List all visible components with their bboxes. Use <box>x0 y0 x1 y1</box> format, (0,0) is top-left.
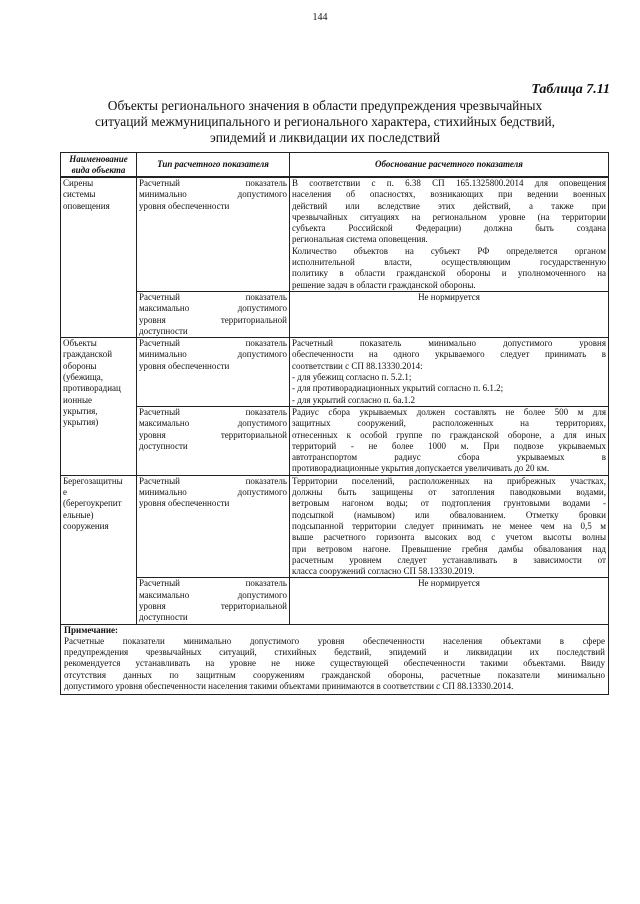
table-title-line: эпидемий и ликвидации их последствий <box>209 130 440 145</box>
list-item: - для укрытий согласно п. 6а.1.2 <box>292 394 416 405</box>
note-title: Примечание: <box>64 624 119 635</box>
note-cell: Примечание: Расчетные показатели минимально допустимого уровня обеспеченности населения объектами в сфере предупреждения чрезвычайных ситуаций, стихийных бедствий, эпидемий и ликвидации их последствий рекомендуется устанавливать на уровне не ниже существующей обеспеченности такими объектами. Ввиду отсутствия данных по защитным сооружениям гражданской обороны, расчетные показатели минимально допустимого уровня обеспеченности населения такими объектами принимаются в соответствии с СП 88.13330.2014. <box>61 624 609 695</box>
table-row-sirens-access <box>61 291 609 337</box>
table-row-shore-protection <box>61 475 609 578</box>
object-cell-civil-defense: Объекты гражданской обороны (убежища, противорадиац ионные укрытия, укрытия) <box>61 338 137 476</box>
table-row-civil-defense-access <box>61 406 609 475</box>
table-title-line: ситуаций межмуниципального и регионального характера, стихийных бедствий, <box>94 114 556 129</box>
list-item: - для убежищ согласно п. 5.2.1; <box>292 372 412 383</box>
justification-cell-radius: Радиус сбора укрываемых должен составлять не более 500 м для защитных сооружений, расположенных на территориях, отнесенных к особой группе по гражданской обороне, а для иных территорий - не более 1000 м. При подвозе укрываемых автотранспортом радиус сбора укрываемых в противорадиационные укрытия допускается увеличивать до 20 км. <box>290 406 609 475</box>
page-number: 144 <box>312 12 328 23</box>
justification-cell-not-regulated: Не нормируется <box>290 291 609 337</box>
indicator-cell-provision: Расчетный показатель минимально допустимого уровня обеспеченности <box>137 338 290 407</box>
indicator-cell-provision: Расчетный показатель минимально допустимого уровня обеспеченности <box>137 177 290 291</box>
indicator-cell-accessibility: Расчетный показатель максимально допустимого уровня территориальной доступности <box>137 291 290 337</box>
table-row-civil-defense <box>61 338 609 407</box>
justification-cell-sirens: В соответствии с п. 6.38 СП 165.1325800.2014 для оповещения населения об опасностях, возникающих при ведении военных действий или вследствие этих действий, а также при чрезвычайных ситуациях на региональном уровне (на территории субъекта Российской Федерации) должна быть создана региональная система оповещения. Количество объектов на субъект РФ определяется органом исполнительной власти, осуществляющим государственную политику в области гражданской обороны и уполномоченного на решение задач в области гражданской обороны. <box>290 177 609 291</box>
table-row-note <box>61 624 609 695</box>
table-title <box>60 98 590 146</box>
list-item: - для противорадиационных укрытий согласно п. 6.1.2; <box>292 383 504 394</box>
table-title-line: Объекты регионального значения в области предупреждения чрезвычайных <box>107 98 543 113</box>
table-row-sirens <box>61 177 609 291</box>
table-header-row <box>61 153 609 178</box>
header-object-type: Наименование вида объекта <box>61 153 137 178</box>
indicator-cell-accessibility: Расчетный показатель максимально допустимого уровня территориальной доступности <box>137 406 290 475</box>
header-justification: Обоснование расчетного показателя <box>290 153 609 178</box>
table-row-shore-protection-access <box>61 578 609 624</box>
justification-cell-civil-defense: Расчетный показатель минимально допустимого уровня обеспеченности на одного укрываемого следует принимать в соответствии с СП 88.13330.2014: - для убежищ согласно п. 5.2.1; - для противорадиационных укрытий согласно п. 6.1.2; - для укрытий согласно п. 6а.1.2 <box>290 338 609 407</box>
header-indicator-type: Тип расчетного показателя <box>137 153 290 178</box>
indicator-cell-provision: Расчетный показатель минимально допустимого уровня обеспеченности <box>137 475 290 578</box>
justification-cell-shore-protection: Территории поселений, расположенных на прибрежных участках, должны быть защищены от затопления паводковыми водами, ветровым нагоном воды; от подтопления грунтовыми водами - подсыпкой (намывом) или обвалованием. Отметку бровки подсыпанной территории следует принимать не менее чем на 0,5 м выше расчетного горизонта высоких вод с учетом высоты волны при ветровом нагоне. Превышение гребня дамбы обвалования над расчетным уровнем следует устанавливать в зависимости от класса сооружений согласно СП 58.13330.2019. <box>290 475 609 578</box>
table-label: Таблица 7.11 <box>531 82 610 97</box>
object-cell-sirens: Сирены системы оповещения <box>61 177 137 338</box>
standards-table <box>60 152 609 695</box>
justification-cell-not-regulated: Не нормируется <box>290 578 609 624</box>
indicator-cell-accessibility: Расчетный показатель максимально допустимого уровня территориальной доступности <box>137 578 290 624</box>
object-cell-shore-protection: Берегозащитны е (берегоукрепит ельные) сооружения <box>61 475 137 624</box>
